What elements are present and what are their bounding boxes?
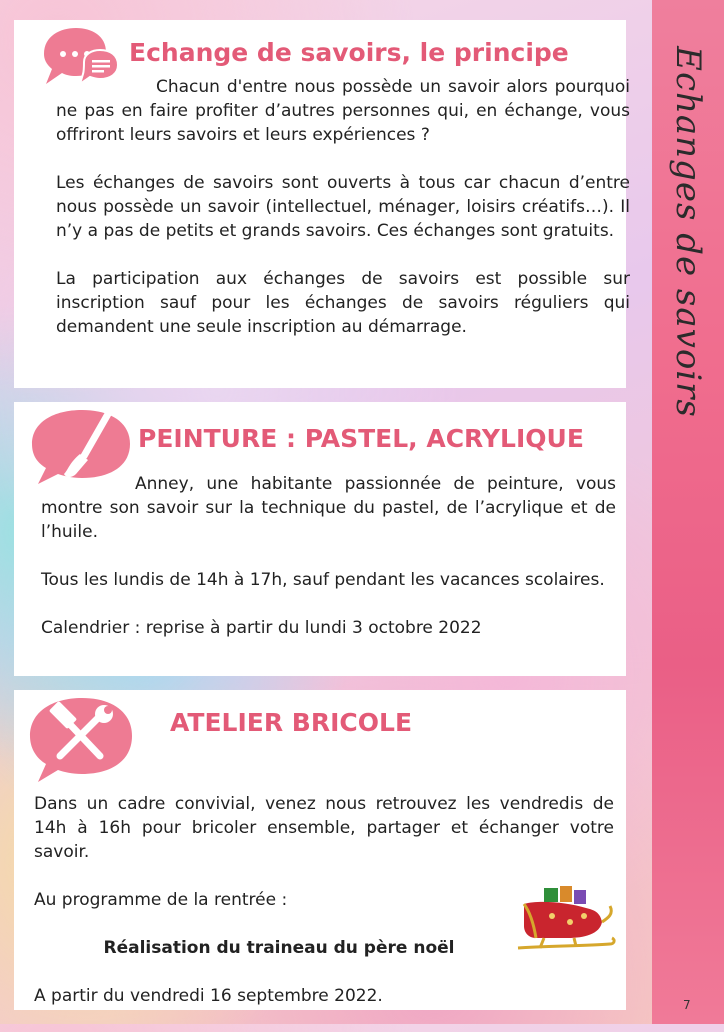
section-text — [56, 75, 630, 363]
paragraph: Au programme de la rentrée : — [34, 890, 288, 910]
paragraph: Tous les lundis de 14h à 17h, sauf pendant les vacances scolaires. — [41, 570, 605, 590]
paragraph: Les échanges de savoirs sont ouverts à tous car chacun d’entre nous possède un savoir (intellectuel, ménager, loisirs créatifs…). Il n’y a pas de petits et grands savoirs. Ces échanges sont gratuits. — [56, 173, 630, 241]
program-title: Réalisation du traineau du père noël — [103, 938, 455, 958]
paragraph: La participation aux échanges de savoirs est possible sur inscription sauf pour les échanges de savoirs réguliers qui demandent une seule inscription au démarrage. — [56, 269, 630, 337]
santa-sleigh-icon — [514, 882, 618, 956]
section-title: Echange de savoirs, le principe — [129, 38, 569, 67]
paragraph: Chacun d'entre nous possède un savoir alors pourquoi ne pas en faire profiter d’autres personnes qui, en échange, vous offriront leurs savoirs et leurs expériences ? — [56, 77, 630, 145]
page-number: 7 — [683, 998, 691, 1012]
section-principle — [14, 20, 630, 388]
paragraph: Dans un cadre convivial, venez nous retrouvez les vendredis de 14h à 16h pour bricoler ensemble, partager et échanger votre savoir. — [34, 794, 614, 862]
section-painting — [14, 402, 626, 676]
paragraph: Anney, une habitante passionnée de peinture, vous montre son savoir sur la technique du pastel, de l’acrylique et de l’huile. — [41, 474, 616, 542]
paragraph: A partir du vendredi 16 septembre 2022. — [34, 986, 383, 1006]
side-title: Echanges de savoirs — [668, 46, 708, 418]
section-diy — [14, 690, 626, 1010]
section-text — [41, 472, 616, 664]
section-title: ATELIER BRICOLE — [170, 708, 413, 737]
paragraph: Calendrier : reprise à partir du lundi 3 octobre 2022 — [41, 618, 482, 638]
section-title: PEINTURE : PASTEL, ACRYLIQUE — [138, 424, 584, 453]
hammer-wrench-icon — [24, 692, 136, 784]
